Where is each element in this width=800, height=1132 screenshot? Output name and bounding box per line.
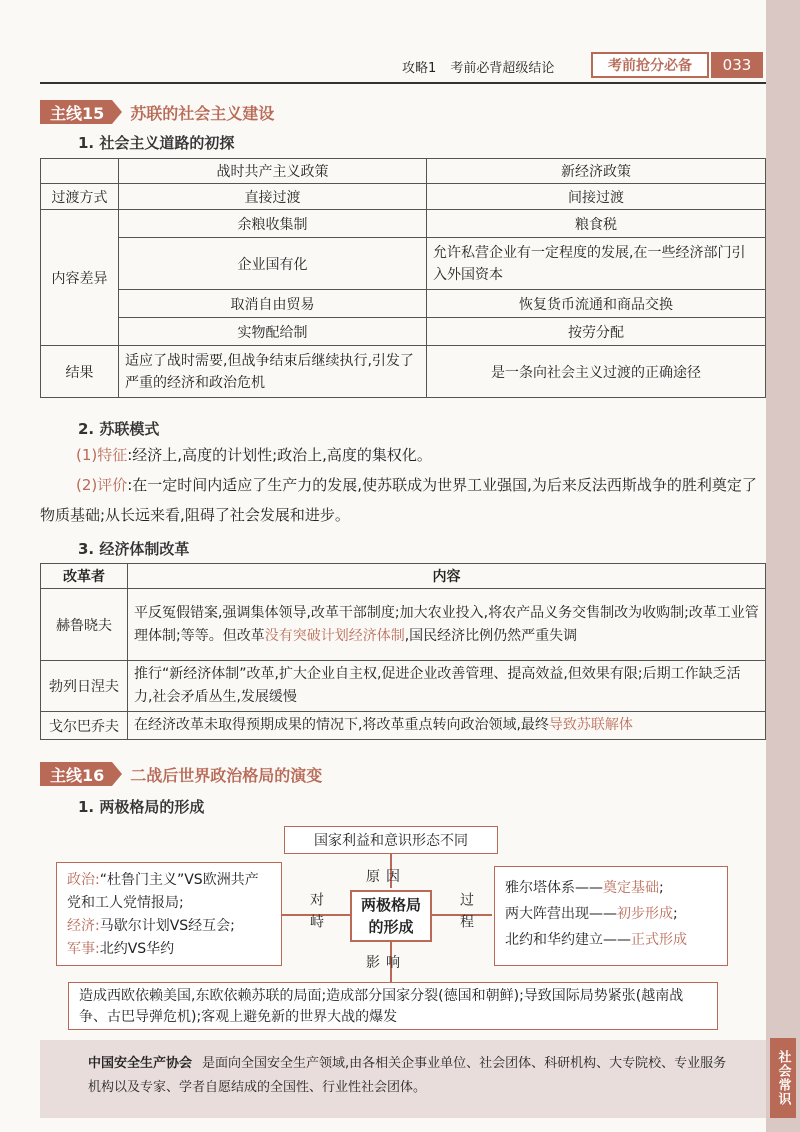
table-cell: 允许私营企业有一定程度的发展,在一些经济部门引入外国资本 bbox=[427, 238, 766, 290]
table-cell: 实物配给制 bbox=[119, 318, 427, 346]
header-tag: 考前抢分必备 bbox=[591, 52, 709, 78]
evaluation-text: :在一定时间内适应了生产力的发展,使苏联成为世界工业强国,为后来反法西斯战争的胜利奠定了物质基础;从长远来看,阻碍了社会发展和进步。 bbox=[40, 476, 757, 524]
badge-arrow bbox=[112, 100, 122, 124]
confrontation-label: 对峙 bbox=[308, 892, 324, 936]
reform-content: 在经济改革未取得预期成果的情况下,将改革重点转向政治领域,最终导致苏联解体 bbox=[128, 712, 766, 740]
chapter-label: 攻略1 bbox=[402, 61, 437, 76]
side-tab: 社会常识 bbox=[770, 1038, 796, 1118]
feature-label: (1)特征 bbox=[76, 446, 128, 464]
subheading-4: 1. 两极格局的形成 bbox=[78, 798, 205, 816]
reform-table bbox=[40, 563, 766, 740]
feature-text: :经济上,高度的计划性;政治上,高度的集权化。 bbox=[127, 446, 432, 464]
table-cell: 恢复货币流通和商品交换 bbox=[427, 290, 766, 318]
section-16-header bbox=[40, 760, 322, 788]
section-title: 苏联的社会主义建设 bbox=[130, 103, 275, 123]
subheading-3: 3. 经济体制改革 bbox=[78, 540, 190, 558]
policy-comparison-table bbox=[40, 158, 766, 398]
section-badge: 主线16 bbox=[40, 762, 112, 786]
diagram-right-box: 雅尔塔体系——奠定基础; 两大阵营出现——初步形成; 北约和华约建立——正式形成 bbox=[494, 866, 728, 966]
footer-org: 中国安全生产协会 bbox=[88, 1056, 193, 1071]
diagram-left-box: 政治:“杜鲁门主义”VS欧洲共产党和工人党情报局; 经济:马歇尔计划VS经互会; 军事:北约VS华约 bbox=[56, 862, 282, 966]
diagram-center-box: 两极格局的形成 bbox=[350, 890, 432, 942]
col-header-content: 内容 bbox=[128, 564, 766, 589]
footer-note bbox=[40, 1040, 766, 1118]
table-cell: 适应了战时需要,但战争结束后继续执行,引发了严重的经济和政治危机 bbox=[119, 346, 427, 398]
table-cell: 直接过渡 bbox=[119, 184, 427, 210]
footer-text: 是面向全国安全生产领域,由各相关企事业单位、社会团体、科研机构、大专院校、专业服务机构以及专家、学者自愿结成的全国性、行业性社会团体。 bbox=[88, 1056, 727, 1095]
chapter-subtitle: 考前必背超级结论 bbox=[450, 61, 555, 76]
highlight-text: 导致苏联解体 bbox=[548, 717, 633, 733]
subheading-1: 1. 社会主义道路的初探 bbox=[78, 134, 235, 152]
process-label: 过程 bbox=[458, 892, 474, 936]
impact-label: 影响 bbox=[366, 955, 406, 971]
reform-content: 平反冤假错案,强调集体领导,改革干部制度;加大农业投入,将农产品义务交售制改为收购制;改革工业管理体制;等等。但改革没有突破计划经济体制,国民经济比例仍然严重失调 bbox=[128, 589, 766, 661]
reformer-name: 戈尔巴乔夫 bbox=[41, 712, 128, 740]
table-cell: 按劳分配 bbox=[427, 318, 766, 346]
reform-content: 推行“新经济体制”改革,扩大企业自主权,促进企业改善管理、提高效益,但效果有限;后期工作缺乏活力,社会矛盾丛生,发展缓慢 bbox=[128, 661, 766, 712]
table-cell: 取消自由贸易 bbox=[119, 290, 427, 318]
table-cell: 是一条向社会主义过渡的正确途径 bbox=[427, 346, 766, 398]
page-number: 033 bbox=[711, 52, 763, 78]
cause-label: 原因 bbox=[366, 869, 406, 885]
row-header: 内容差异 bbox=[41, 210, 119, 346]
table-cell: 间接过渡 bbox=[427, 184, 766, 210]
table-cell: 余粮收集制 bbox=[119, 210, 427, 238]
badge-arrow bbox=[112, 762, 122, 786]
diagram-bottom-box: 造成西欧依赖美国,东欧依赖苏联的局面;造成部分国家分裂(德国和朝鲜);导致国际局势紧张(越南战争、古巴导弹危机);客观上避免新的世界大战的爆发 bbox=[68, 982, 718, 1030]
col-header-reformer: 改革者 bbox=[41, 564, 128, 589]
page-header bbox=[380, 50, 763, 80]
row-header: 过渡方式 bbox=[41, 184, 119, 210]
col-header-a: 战时共产主义政策 bbox=[119, 159, 427, 184]
reformer-name: 赫鲁晓夫 bbox=[41, 589, 128, 661]
page-edge bbox=[766, 0, 800, 1132]
table-cell: 粮食税 bbox=[427, 210, 766, 238]
evaluation-label: (2)评价 bbox=[76, 476, 128, 494]
section-badge: 主线15 bbox=[40, 100, 112, 124]
header-rule bbox=[40, 82, 766, 84]
subheading-2: 2. 苏联模式 bbox=[78, 420, 160, 438]
soviet-model-text bbox=[40, 440, 766, 530]
reformer-name: 勃列日涅夫 bbox=[41, 661, 128, 712]
diagram-top-box: 国家利益和意识形态不同 bbox=[284, 826, 498, 854]
section-title: 二战后世界政治格局的演变 bbox=[130, 765, 323, 785]
table-cell: 企业国有化 bbox=[119, 238, 427, 290]
section-15-header bbox=[40, 98, 274, 126]
highlight-text: 没有突破计划经济体制 bbox=[264, 627, 405, 644]
col-header-b: 新经济政策 bbox=[427, 159, 766, 184]
row-header: 结果 bbox=[41, 346, 119, 398]
